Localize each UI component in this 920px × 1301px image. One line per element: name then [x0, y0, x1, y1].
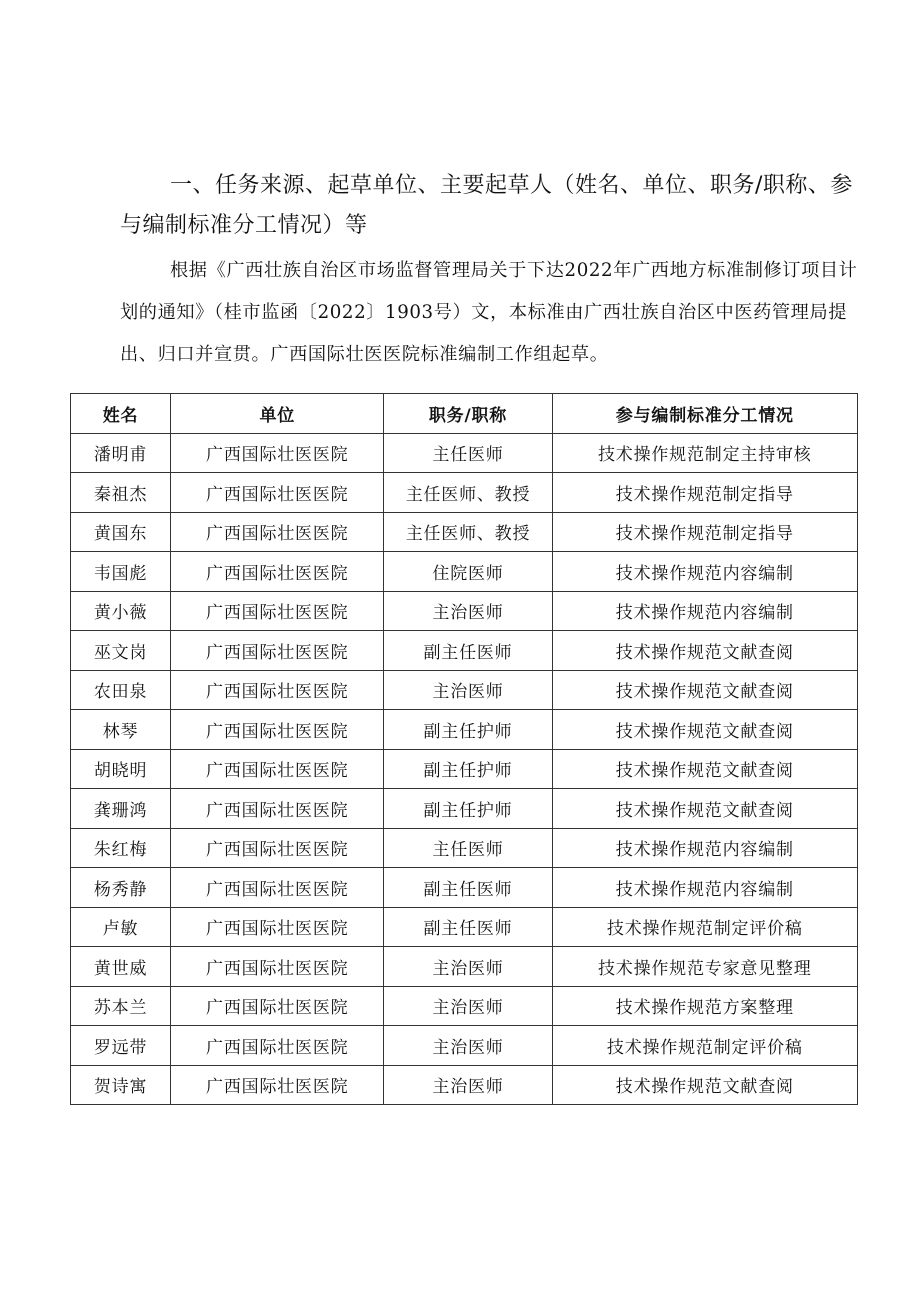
table-row	[71, 591, 858, 631]
cell-name: 苏本兰	[71, 986, 171, 1026]
cell-unit: 广西国际壮医医院	[171, 670, 384, 710]
cell-title: 主治医师	[384, 591, 552, 631]
table-row	[71, 868, 858, 908]
section-heading: 一、任务来源、起草单位、主要起草人（姓名、单位、职务/职称、参与编制标准分工情况）等	[120, 173, 853, 238]
table-header-row	[71, 394, 858, 434]
cell-title: 副主任医师	[384, 907, 552, 947]
cell-unit: 广西国际壮医医院	[171, 710, 384, 750]
table-row	[71, 670, 858, 710]
cell-title: 主治医师	[384, 1026, 552, 1066]
header-role: 参与编制标准分工情况	[552, 394, 857, 434]
cell-unit: 广西国际壮医医院	[171, 1065, 384, 1105]
table-row	[71, 473, 858, 513]
cell-role: 技术操作规范文献查阅	[552, 789, 857, 829]
cell-name: 秦祖杰	[71, 473, 171, 513]
header-name: 姓名	[71, 394, 171, 434]
cell-title: 主治医师	[384, 670, 552, 710]
header-unit: 单位	[171, 394, 384, 434]
cell-role: 技术操作规范制定评价稿	[552, 907, 857, 947]
cell-title: 主治医师	[384, 986, 552, 1026]
cell-title: 副主任医师	[384, 631, 552, 671]
table-row	[71, 710, 858, 750]
cell-unit: 广西国际壮医医院	[171, 947, 384, 987]
cell-role: 技术操作规范专家意见整理	[552, 947, 857, 987]
cell-role: 技术操作规范文献查阅	[552, 710, 857, 750]
cell-role: 技术操作规范文献查阅	[552, 631, 857, 671]
table-row	[71, 749, 858, 789]
cell-title: 副主任护师	[384, 789, 552, 829]
cell-role: 技术操作规范制定评价稿	[552, 1026, 857, 1066]
cell-name: 卢敏	[71, 907, 171, 947]
table-row	[71, 828, 858, 868]
cell-role: 技术操作规范文献查阅	[552, 749, 857, 789]
cell-name: 胡晓明	[71, 749, 171, 789]
cell-title: 主治医师	[384, 1065, 552, 1105]
cell-unit: 广西国际壮医医院	[171, 591, 384, 631]
cell-title: 主任医师、教授	[384, 473, 552, 513]
cell-title: 副主任医师	[384, 868, 552, 908]
cell-title: 主任医师	[384, 433, 552, 473]
cell-unit: 广西国际壮医医院	[171, 789, 384, 829]
cell-name: 龚珊鸿	[71, 789, 171, 829]
cell-role: 技术操作规范制定主持审核	[552, 433, 857, 473]
table-row	[71, 1026, 858, 1066]
cell-unit: 广西国际壮医医院	[171, 552, 384, 592]
cell-name: 罗远带	[71, 1026, 171, 1066]
cell-name: 杨秀静	[71, 868, 171, 908]
cell-title: 主任医师、教授	[384, 512, 552, 552]
cell-name: 黄国东	[71, 512, 171, 552]
cell-unit: 广西国际壮医医院	[171, 512, 384, 552]
cell-unit: 广西国际壮医医院	[171, 473, 384, 513]
table-row	[71, 986, 858, 1026]
cell-role: 技术操作规范内容编制	[552, 552, 857, 592]
table-row	[71, 789, 858, 829]
cell-unit: 广西国际壮医医院	[171, 986, 384, 1026]
cell-role: 技术操作规范内容编制	[552, 868, 857, 908]
cell-name: 潘明甫	[71, 433, 171, 473]
table-row	[71, 631, 858, 671]
cell-role: 技术操作规范方案整理	[552, 986, 857, 1026]
table-row	[71, 552, 858, 592]
cell-name: 农田泉	[71, 670, 171, 710]
cell-title: 副主任护师	[384, 710, 552, 750]
cell-unit: 广西国际壮医医院	[171, 433, 384, 473]
cell-role: 技术操作规范内容编制	[552, 591, 857, 631]
cell-title: 住院医师	[384, 552, 552, 592]
table-row	[71, 512, 858, 552]
header-title: 职务/职称	[384, 394, 552, 434]
cell-name: 黄世威	[71, 947, 171, 987]
cell-name: 巫文岗	[71, 631, 171, 671]
cell-title: 主治医师	[384, 947, 552, 987]
cell-title: 主任医师	[384, 828, 552, 868]
drafters-table	[70, 393, 858, 1105]
cell-name: 韦国彪	[71, 552, 171, 592]
cell-unit: 广西国际壮医医院	[171, 868, 384, 908]
cell-unit: 广西国际壮医医院	[171, 828, 384, 868]
cell-unit: 广西国际壮医医院	[171, 1026, 384, 1066]
table-row	[71, 947, 858, 987]
cell-role: 技术操作规范制定指导	[552, 473, 857, 513]
table-row	[71, 1065, 858, 1105]
cell-name: 朱红梅	[71, 828, 171, 868]
cell-name: 林琴	[71, 710, 171, 750]
table-row	[71, 907, 858, 947]
table-body	[71, 433, 858, 1105]
cell-unit: 广西国际壮医医院	[171, 631, 384, 671]
cell-title: 副主任护师	[384, 749, 552, 789]
table-row	[71, 433, 858, 473]
intro-paragraph: 根据《广西壮族自治区市场监督管理局关于下达2022年广西地方标准制修订项目计划的通知》（桂市监函〔2022〕1903号）文，本标准由广西壮族自治区中医药管理局提出、归口并宣贯。广西国际壮医医院标准编制工作组起草。	[120, 260, 858, 365]
cell-unit: 广西国际壮医医院	[171, 907, 384, 947]
cell-name: 贺诗寓	[71, 1065, 171, 1105]
cell-role: 技术操作规范文献查阅	[552, 670, 857, 710]
cell-role: 技术操作规范文献查阅	[552, 1065, 857, 1105]
cell-name: 黄小薇	[71, 591, 171, 631]
cell-unit: 广西国际壮医医院	[171, 749, 384, 789]
cell-role: 技术操作规范内容编制	[552, 828, 857, 868]
cell-role: 技术操作规范制定指导	[552, 512, 857, 552]
